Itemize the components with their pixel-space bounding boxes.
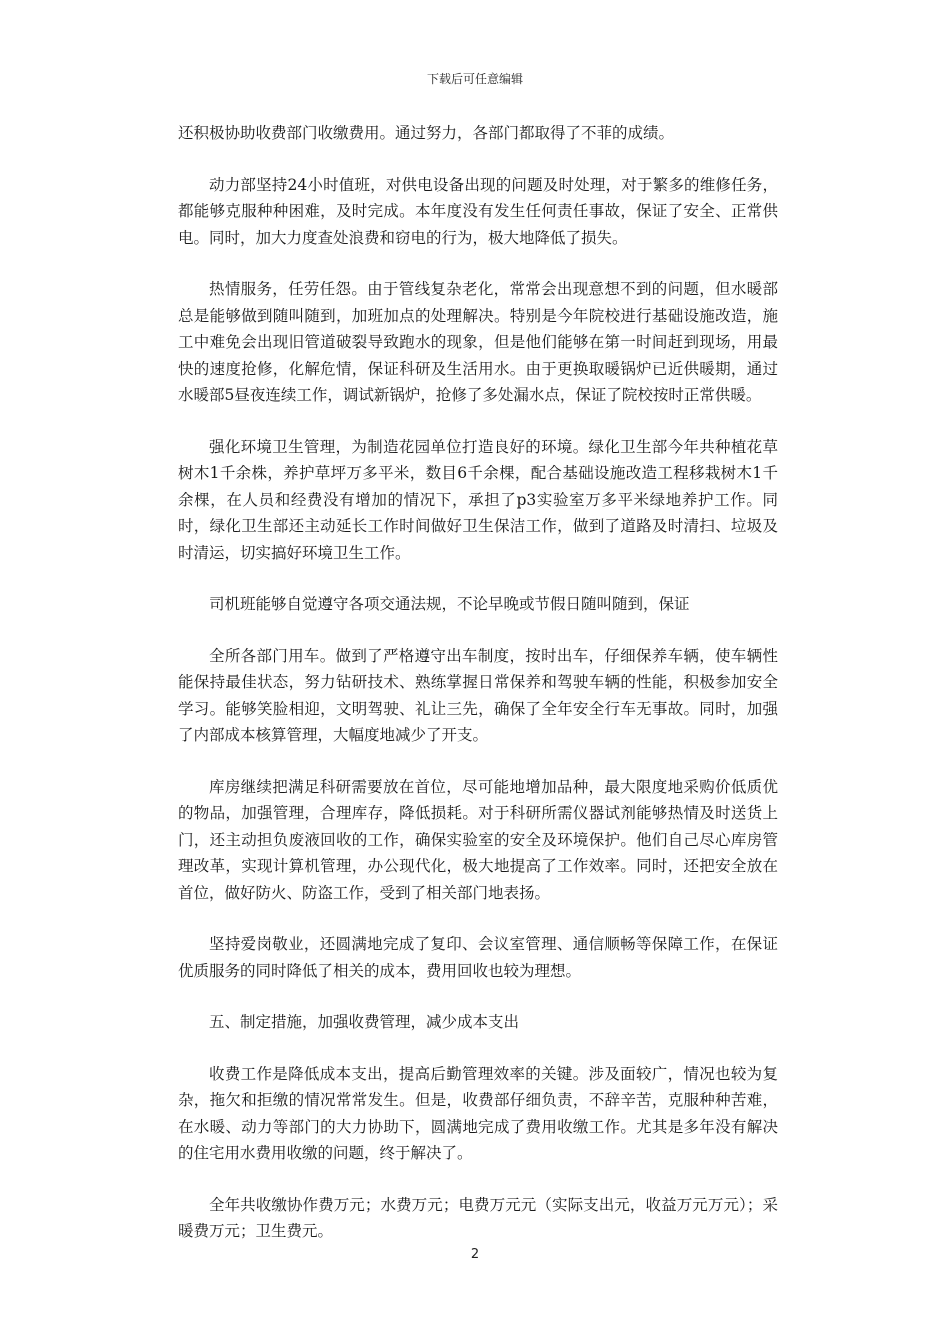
paragraph: 库房继续把满足科研需要放在首位，尽可能地增加品种，最大限度地采购价低质优的物品，加强管理，合理库存，降低损耗。对于科研所需仪器试剂能够热情及时送货上门，还主动担负废液回收的工作，确保实验室的安全及环境保护。他们自己尽心库房管理改革，实现计算机管理，办公现代化，极大地提高了工作效率。同时，还把安全放在首位，做好防火、防盗工作，受到了相关部门地表扬。 [178,777,778,902]
page-number: 2 [470,1247,480,1262]
paragraph: 收费工作是降低成本支出，提高后勤管理效率的关键。涉及面较广，情况也较为复杂，拖欠和拒缴的情况常常发生。但是，收费部仔细负责，不辞辛苦，克服种种苦难，在水暖、动力等部门的大力协助下，圆满地完成了费用收缴工作。尤其是多年没有解决的住宅用水费用收缴的问题，终于解决了。 [178,1064,778,1162]
paragraph: 强化环境卫生管理，为制造花园单位打造良好的环境。绿化卫生部今年共种植花草树木1千余株，养护草坪万多平米，数目6千余棵，配合基础设施改造工程移栽树木1千余棵，在人员和经费没有增加的情况下，承担了p3实验室万多平米绿地养护工作。同时，绿化卫生部还主动延长工作时间做好卫生保洁工作，做到了道路及时清扫、垃圾及时清运，切实搞好环境卫生工作。 [178,437,778,562]
paragraph: 司机班能够自觉遵守各项交通法规，不论早晚或节假日随叫随到，保证 [209,595,690,613]
paragraph: 热情服务，任劳任怨。由于管线复杂老化，常常会出现意想不到的问题，但水暖部总是能够做到随叫随到，加班加点的处理解决。特别是今年院校进行基础设施改造，施工中难免会出现旧管道破裂导致跑水的现象，但是他们能够在第一时间赶到现场，用最快的速度抢修，化解危情，保证科研及生活用水。由于更换取暖锅炉已近供暖期，通过水暖部5昼夜连续工作，调试新锅炉，抢修了多处漏水点，保证了院校按时正常供暖。 [178,280,778,404]
document-body [178,120,778,1270]
section-heading: 五、制定措施，加强收费管理，减少成本支出 [209,1013,520,1031]
page-header: 下载后可任意编辑 [426,72,523,86]
paragraph: 还积极协助收费部门收缴费用。通过努力，各部门都取得了不菲的成绩。 [178,124,675,142]
paragraph: 全年共收缴协作费万元；水费万元；电费万元元（实际支出元，收益万元万元）；采暖费万元；卫生费元。 [178,1195,778,1240]
paragraph: 动力部坚持24小时值班，对供电设备出现的问题及时处理，对于繁多的维修任务，都能够克服种种困难，及时完成。本年度没有发生任何责任事故，保证了安全、正常供电。同时，加大力度查处浪费和窃电的行为，极大地降低了损失。 [178,175,778,247]
paragraph: 坚持爱岗敬业，还圆满地完成了复印、会议室管理、通信顺畅等保障工作，在保证优质服务的同时降低了相关的成本，费用回收也较为理想。 [178,935,778,980]
paragraph: 全所各部门用车。做到了严格遵守出车制度，按时出车，仔细保养车辆，使车辆性能保持最佳状态，努力钻研技术、熟练掌握日常保养和驾驶车辆的性能，积极参加安全学习。能够笑脸相迎，文明驾驶、礼让三先，确保了全年安全行车无事故。同时，加强了内部成本核算管理，大幅度地减少了开支。 [178,646,778,744]
